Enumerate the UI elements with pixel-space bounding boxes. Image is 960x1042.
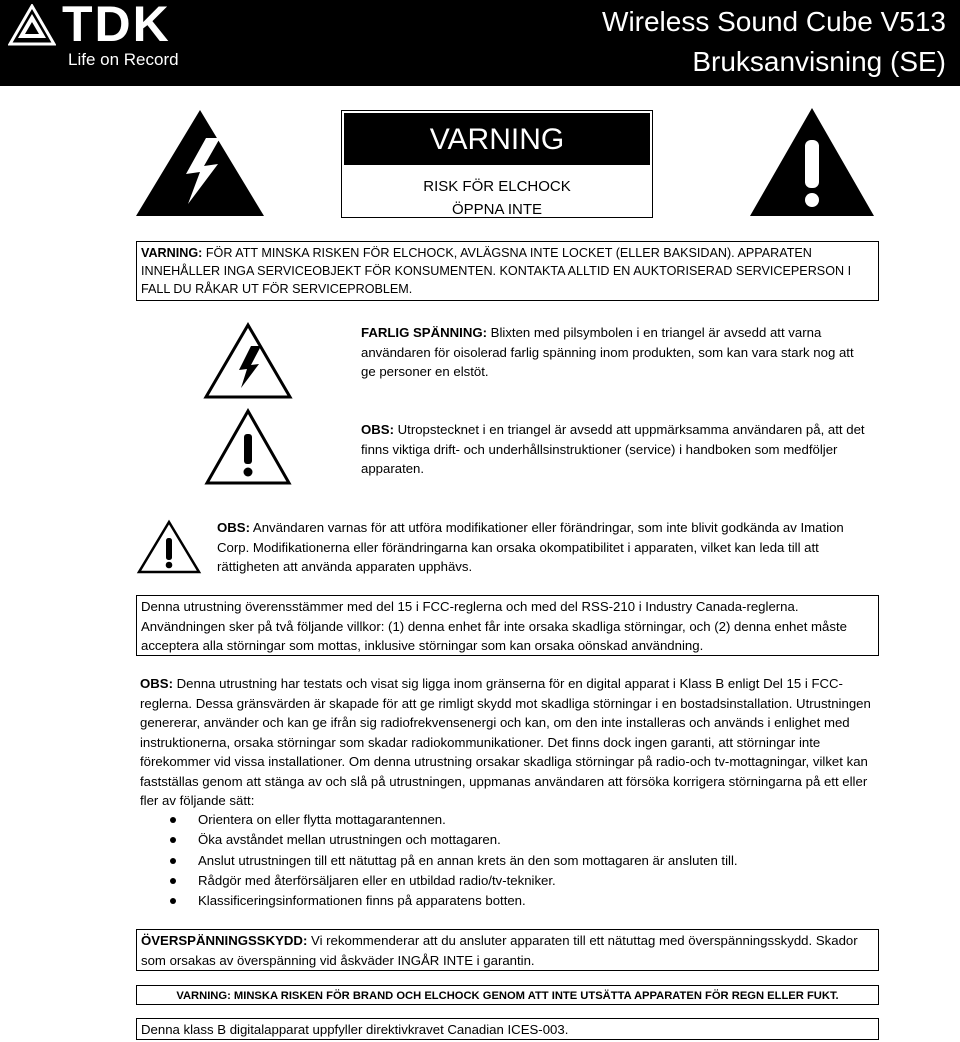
danger-voltage-text: Blixten med pilsymbolen i en triangel är avsedd att varna användaren för oisolerad farlig spänning inom produkten, som kan vara stark nog att ge personer en elstöt.	[361, 325, 854, 379]
obs-manual-paragraph	[361, 420, 871, 479]
document-title-subtitle: Bruksanvisning (SE)	[692, 46, 946, 77]
obs-manual-text: Utropstecknet i en triangel är avsedd att uppmärksamma användaren på, att det finns viktiga drift- och underhållsinstruktioner (service) i handboken som medföljer apparaten.	[361, 422, 865, 476]
obs-manual-label: OBS:	[361, 422, 394, 437]
tdk-logo-icon	[8, 4, 56, 46]
surge-protection-label: ÖVERSPÄNNINGSSKYDD:	[141, 933, 308, 948]
warning-line-shock: RISK FÖR ELCHOCK	[423, 178, 571, 195]
warning-heading: VARNING	[344, 113, 650, 165]
service-notice-text: FÖR ATT MINSKA RISKEN FÖR ELCHOCK, AVLÄGSNA INTE LOCKET (ELLER BAKSIDAN). APPARATEN INNEHÅLLER INGA SERVICEOBJEKT FÖR KONSUMENTEN. KONTAKTA ALLTID EN AUKTORISERAD SERVICEPERSON I FALL DU RÅKAR UT FÖR SERVICEPROBLEM.	[141, 246, 852, 297]
exclamation-triangle-icon	[204, 408, 292, 486]
warning-box	[341, 110, 653, 218]
lightning-warning-icon	[134, 108, 266, 218]
document-title-product: Wireless Sound Cube V513	[602, 6, 946, 37]
exclamation-warning-icon	[748, 106, 876, 218]
obs-modification-label: OBS:	[217, 520, 250, 535]
list-item: Orientera on eller flytta mottagarantennen.	[170, 810, 738, 830]
list-item: Anslut utrustningen till ett nätuttag på en annan krets än den som mottagaren är ansluten till.	[170, 851, 738, 871]
obs-class-b-text: Denna utrustning har testats och visat sig ligga inom gränserna för en digital apparat i Klass B enligt Del 15 i FCC-reglerna. Dessa gränsvärden är skapade för att ge rimligt skydd mot skadliga störningar i en bostadsinstallation. Utrustningen genererar, använder och kan ge ifrån sig radiofrekvensenergi och kan, om den inte installeras och används i enlighet med instruktionerna, orsaka störningar som skadar radiokommunikationer. Det finns dock ingen garanti, att störningar inte förekommer vid vissa installationer. Om denna utrustning orsakar skadliga störningar på radio-och tv-mottagningar, vilket kan fastställas genom att stänga av och slå på utrustningen, uppmanas användaren att försöka korrigera störningarna på ett eller fler av följande sätt:	[140, 676, 871, 808]
service-notice-label: VARNING:	[141, 246, 203, 260]
ices-box	[136, 1018, 879, 1040]
brand-logo-text: TDK	[62, 0, 171, 52]
surge-protection-text: Vi rekommenderar att du ansluter apparaten till ett nätuttag med överspänningsskydd. Skador som orsakas av överspänning vid åskväder INGÅR INTE i garantin.	[141, 933, 858, 968]
document-title	[602, 2, 946, 82]
danger-voltage-paragraph	[361, 323, 861, 382]
fcc-compliance-text: Denna utrustning överensstämmer med del 15 i FCC-reglerna och med del RSS-210 i Industry Canada-reglerna. Användningen sker på två följande villkor: (1) denna enhet får inte orsaka skadliga störningar, och (2) denna enhet måste acceptera alla störningar som mottas, inklusive störningar som kan orsaka oönskad användning.	[141, 599, 847, 653]
interference-remedies-list	[170, 810, 738, 911]
brand-tagline: Life on Record	[68, 50, 179, 69]
warning-line-open: ÖPPNA INTE	[451, 201, 543, 218]
danger-voltage-label: FARLIG SPÄNNING:	[361, 325, 488, 340]
obs-modification-paragraph	[217, 518, 877, 577]
list-item: Rådgör med återförsäljaren eller en utbildad radio/tv-tekniker.	[170, 871, 738, 891]
obs-modification-text: Användaren varnas för att utföra modifikationer eller förändringar, som inte blivit godkända av Imation Corp. Modifikationerna eller förändringarna kan orsaka okompatibilitet i apparaten, vilket kan leda till att rättigheten att använda apparaten upphävs.	[217, 520, 844, 574]
fcc-compliance-box	[136, 595, 879, 656]
obs-class-b-paragraph	[140, 674, 875, 811]
list-item: Klassificeringsinformationen finns på apparatens botten.	[170, 891, 738, 911]
fire-warning-text: VARNING: MINSKA RISKEN FÖR BRAND OCH ELCHOCK GENOM ATT INTE UTSÄTTA APPARATEN FÖR REGN ELLER FUKT.	[176, 990, 839, 1002]
page-header	[0, 0, 960, 86]
service-notice	[136, 241, 879, 301]
list-item: Öka avståndet mellan utrustningen och mottagaren.	[170, 830, 738, 850]
lightning-triangle-icon	[203, 322, 293, 400]
obs-class-b-label: OBS:	[140, 676, 173, 691]
surge-protection-box	[136, 929, 879, 971]
fire-warning-box	[136, 985, 879, 1005]
exclamation-triangle-small-icon	[136, 519, 202, 575]
ices-text: Denna klass B digitalapparat uppfyller direktivkravet Canadian ICES-003.	[141, 1022, 569, 1037]
